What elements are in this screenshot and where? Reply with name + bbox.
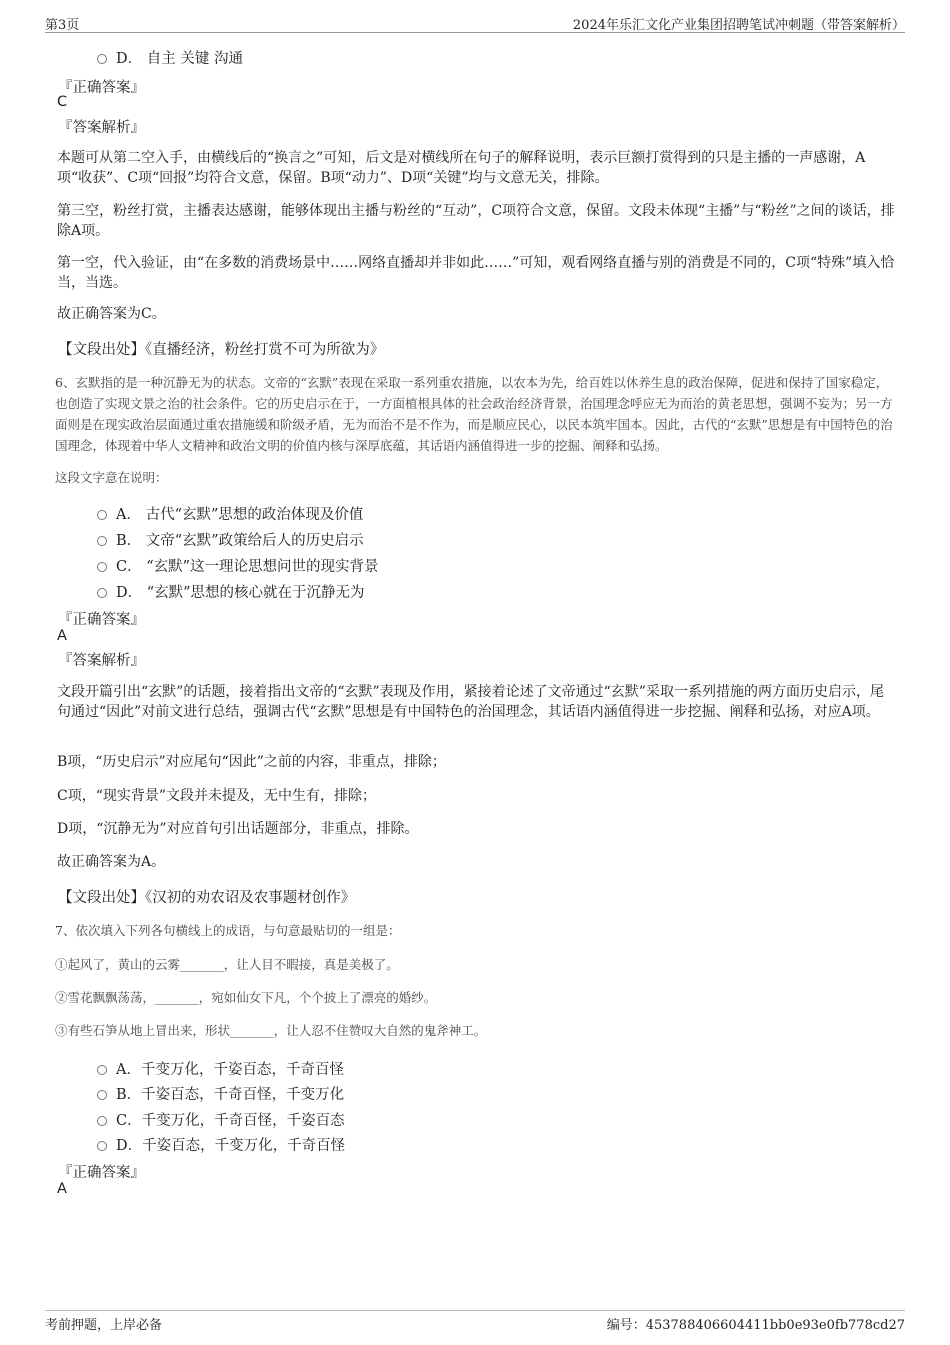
radio-icon[interactable] (97, 588, 107, 598)
q6-analysis-para-2: B项，“历史启示”对应尾句“因此”之前的内容，非重点，排除； (57, 754, 446, 770)
q6-stem: 6、玄默指的是一种沉静无为的状态。文帝的“玄默”表现在采取一系列重农措施，以农本为先，给百姓以休养生息的政治保障，促进和保持了国家稳定，也创造了实现文景之治的社会条件。它的历史启示在于，一方面植根具体的社会政治经济背景，治国理念呼应无为而治的黄老思想，强调不妄为；另一方面则是在现实政治层面通过重农措施缓和阶级矛盾，无为而治不是不作为，而是顺应民心，以民本筑牢国本。因此，古代的“玄默”思想是有中国特色的治国理念，体现着中华人文精神和政治文明的价值内核与深厚底蕴，其话语内涵值得进一步的挖掘、阐释和弘扬。 (55, 375, 893, 453)
q5-analysis-para-3: 第一空，代入验证，由“在多数的消费场景中……网络直播却并非如此……”可知，观看网络直播与别的消费是不同的，C项“特殊”填入恰当，当选。 (57, 255, 895, 291)
q5-analysis-label: 『答案解析』 (58, 120, 145, 136)
q6-option-d[interactable]: D． “玄默”思想的核心就在于沉静无为 (97, 581, 365, 602)
q6-analysis-para-4: D项，“沉静无为”对应首句引出话题部分，非重点，排除。 (57, 821, 419, 837)
q6-answer-label: 『正确答案』 (58, 612, 145, 628)
q6-option-c[interactable]: C． “玄默”这一理论思想问世的现实背景 (97, 555, 379, 576)
document-id: 编号：453788406604411bb0e93e0fb778cd27 (606, 1318, 905, 1333)
page-header (45, 14, 905, 33)
radio-icon[interactable] (97, 1090, 107, 1100)
q7-stem: 7、依次填入下列各句横线上的成语，与句意最贴切的一组是： (55, 923, 401, 938)
q7-option-a[interactable]: A．千变万化，千姿百态，千奇百怪 (97, 1058, 344, 1079)
q6-analysis-para-3: C项，“现实背景”文段并未提及，无中生有，排除； (57, 788, 377, 804)
q5-answer: C (57, 94, 68, 110)
radio-icon[interactable] (97, 1141, 107, 1151)
q6-analysis-label: 『答案解析』 (58, 653, 145, 669)
q6-analysis-para-1: 文段开篇引出“玄默”的话题，接着指出文帝的“玄默”表现及作用，紧接着论述了文帝通过“玄默”采取一系列措施的两方面历史启示，尾句通过“因此”对前文进行总结，强调古代“玄默”思想是有中国特色的治国理念，其话语内涵值得进一步挖掘、阐释和弘扬，对应A项。 (57, 684, 884, 720)
q7-sentence-3: ③有些石笋从地上冒出来，形状_______，让人忍不住赞叹大自然的鬼斧神工。 (55, 1023, 487, 1038)
document-title: 2024年乐汇文化产业集团招聘笔试冲刺题（带答案解析） (572, 18, 905, 33)
page-number: 第3页 (45, 18, 80, 33)
q7-option-c[interactable]: C．千变万化，千奇百怪，千姿百态 (97, 1109, 345, 1130)
q6-option-b[interactable]: B． 文帝“玄默”政策给后人的历史启示 (97, 529, 364, 550)
q7-answer: A (57, 1181, 67, 1197)
radio-icon[interactable] (97, 1116, 107, 1126)
q5-answer-label: 『正确答案』 (58, 80, 145, 96)
radio-icon[interactable] (97, 1065, 107, 1075)
q6-analysis-para-5: 故正确答案为A。 (57, 854, 166, 870)
q6-prompt: 这段文字意在说明： (55, 470, 168, 485)
q7-answer-label: 『正确答案』 (58, 1165, 145, 1181)
radio-icon[interactable] (97, 54, 107, 64)
q6-answer: A (57, 628, 67, 644)
radio-icon[interactable] (97, 562, 107, 572)
q5-analysis-para-1: 本题可从第二空入手，由横线后的“换言之”可知，后文是对横线所在句子的解释说明，表示巨额打赏得到的只是主播的一声感谢，A项“收获”、C项“回报”均符合文意，保留。B项“动力”、D项“关键”均与文意无关，排除。 (57, 150, 866, 186)
q7-option-b[interactable]: B．千姿百态，千奇百怪，千变万化 (97, 1083, 344, 1104)
q5-source: 【文段出处】《直播经济，粉丝打赏不可为所欲为》 (58, 342, 385, 358)
q6-source: 【文段出处】《汉初的劝农诏及农事题材创作》 (58, 890, 356, 906)
q7-sentence-2: ②雪花飘飘荡荡，_______，宛如仙女下凡，个个披上了漂亮的婚纱。 (55, 990, 437, 1005)
q5-option-d[interactable]: D． 自主 关键 沟通 (97, 47, 243, 68)
q5-analysis-para-4: 故正确答案为C。 (57, 306, 166, 322)
q5-analysis-para-2: 第三空，粉丝打赏，主播表达感谢，能够体现出主播与粉丝的“互动”，C项符合文意，保留。文段未体现“主播”与“粉丝”之间的谈话，排除A项。 (57, 203, 895, 239)
q7-option-d[interactable]: D．千姿百态，千变万化，千奇百怪 (97, 1134, 345, 1155)
footer-slogan: 考前押题，上岸必备 (45, 1318, 163, 1333)
q7-sentence-1: ①起风了，黄山的云雾_______，让人目不暇接，真是美极了。 (55, 957, 399, 972)
radio-icon[interactable] (97, 510, 107, 520)
q6-option-a[interactable]: A． 古代“玄默”思想的政治体现及价值 (97, 503, 363, 524)
page-footer (45, 1310, 905, 1334)
radio-icon[interactable] (97, 536, 107, 546)
